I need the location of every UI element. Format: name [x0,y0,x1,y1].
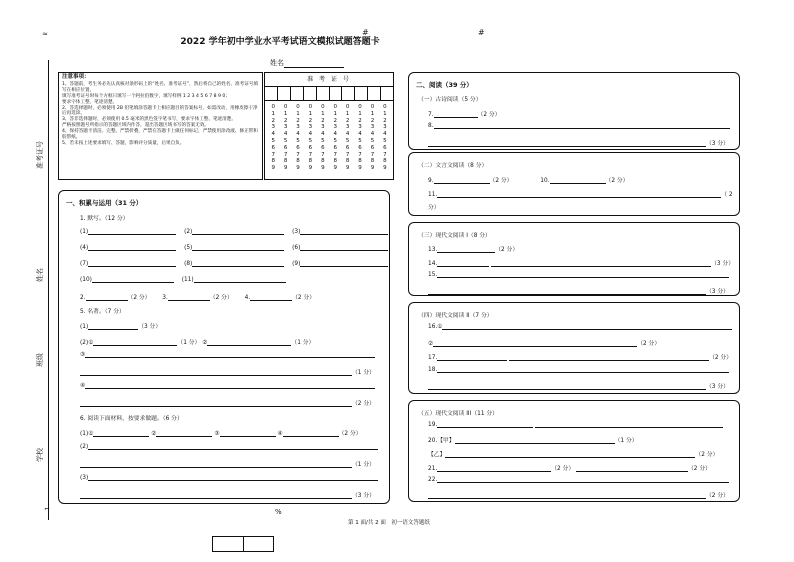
notice-line: 1、答题前，考生务必先认真核对条形码上的“姓名、准考证号”，然后将自己的姓名、准考证号填写在相应位置， [62,81,259,93]
name-field[interactable] [270,58,344,68]
notice-box [58,72,263,180]
footer-stub-box [212,536,274,552]
digit-bubble[interactable]: 6 [283,144,288,151]
digit-column[interactable] [267,104,279,172]
fill-row: (10) (11) [80,277,286,283]
q16-row: 16.① [428,324,732,330]
q6-3-row-b: （3 分） [80,490,375,499]
digit-bubble[interactable]: 0 [333,104,337,110]
digit-bubble[interactable]: 2 [321,117,325,124]
digit-bubble[interactable]: 9 [283,165,288,172]
q22-row-b: （2 分） [428,490,729,499]
digit-column[interactable] [366,104,378,172]
q5-2-row: (2)① （1 分） ② （1 分） [80,340,315,346]
digit-bubble[interactable]: 5 [271,137,275,144]
digit-bubble[interactable]: 8 [283,158,288,165]
digit-bubble[interactable]: 3 [296,124,300,131]
digit-bubble[interactable]: 7 [321,151,325,158]
digit-bubble[interactable]: 7 [308,151,313,158]
digit-bubble[interactable]: 9 [321,165,325,172]
digit-bubble[interactable]: 6 [271,144,275,151]
digit-bubble[interactable]: 8 [271,158,275,165]
q11-row: 11. （ 2 [428,192,733,198]
digit-column[interactable] [379,104,391,172]
q20-yi-row: 【乙】 （2 分） [428,452,719,458]
q21-row: 21. （2 分） （2 分） [428,466,711,472]
digit-bubble[interactable]: 9 [383,165,387,172]
digit-bubble[interactable]: 1 [283,110,288,117]
digit-bubble[interactable]: 5 [370,137,375,144]
side-label-school: 学校 [36,448,44,462]
name-underline[interactable] [284,61,344,68]
s2-heading: （二）文言文阅读（8 分） [418,163,488,169]
digit-bubble[interactable]: 1 [370,110,375,117]
page-title: 2022 学年初中学业水平考试语文模拟试题答题卡 [180,37,380,47]
s4-heading: （四）现代文阅读 II（7 分） [418,313,493,319]
digit-bubble[interactable]: 4 [321,131,325,138]
digit-bubble[interactable]: 3 [370,124,375,131]
digit-bubble[interactable]: 8 [358,158,362,165]
q11-row-b: 分） [428,205,440,211]
digit-bubble[interactable]: 7 [345,151,350,158]
digit-bubble[interactable]: 0 [345,104,350,110]
digit-bubble[interactable]: 9 [370,165,375,172]
digit-bubble[interactable]: 4 [283,131,288,138]
notice-heading: 注意事项： [62,74,90,80]
digit-column[interactable] [279,104,291,172]
digit-bubble[interactable]: 0 [296,104,300,110]
q17-row: 17. （2 分） [428,355,732,361]
digit-bubble[interactable]: 4 [383,131,387,138]
digit-bubble[interactable]: 5 [321,137,325,144]
digit-bubble[interactable]: 6 [308,144,313,151]
digit-bubble[interactable]: 8 [296,158,300,165]
digit-bubble[interactable]: 4 [358,131,362,138]
digit-bubble[interactable]: 9 [271,165,275,172]
q20-row: 20.【甲】 （1 分） [428,438,638,444]
hash-mark-right: # [478,28,485,37]
side-label-name: 姓名 [36,268,44,282]
digit-bubble[interactable]: 8 [333,158,337,165]
digit-bubble[interactable]: 7 [333,151,337,158]
digit-bubble[interactable]: 5 [358,137,362,144]
digit-bubble[interactable]: 2 [271,117,275,124]
q15-row-b: （3 分） [428,286,729,295]
digit-bubble[interactable]: 4 [370,131,375,138]
digit-bubble[interactable]: 5 [333,137,337,144]
part1-heading: 一、积累与运用（31 分） [66,199,143,207]
q5-4-row: ④ [80,383,375,389]
digit-column[interactable] [329,104,341,172]
digit-bubble[interactable]: 4 [271,131,275,138]
q6-label: 6. 阅读下面材料，按要求做题。（6 分） [80,416,183,422]
notice-line: 3、答非选择题时，必须使用 0.5 毫米的黑色签字笔书写，要求字体工整、笔迹清楚。 [62,117,236,123]
digit-bubble[interactable]: 7 [370,151,375,158]
digit-bubble[interactable]: 0 [321,104,325,110]
exam-number-heading: 准 考 证 号 [265,73,393,87]
digit-column[interactable] [317,104,329,172]
digit-bubble[interactable]: 9 [358,165,362,172]
q6-2-row-b: （1 分） [80,459,375,468]
q5-4-row-b: （2 分） [80,398,375,407]
digit-bubble[interactable]: 1 [308,110,313,117]
s3-heading: （三）现代文阅读 I（8 分） [418,233,491,239]
digit-bubble[interactable]: 9 [345,165,350,172]
digit-bubble[interactable]: 9 [308,165,313,172]
q6-2-row: (2) [80,444,378,450]
digit-bubble[interactable]: 5 [345,137,350,144]
binding-line [48,60,49,520]
q5-3-row-b: （1 分） [80,367,375,376]
q18-row-b: （3 分） [428,381,729,390]
percent-mark: % [275,508,282,516]
digit-bubble[interactable]: 7 [283,151,288,158]
notice-line: 要求字体工整，笔迹清楚。 [62,99,118,105]
digit-bubble[interactable]: 2 [370,117,375,124]
fill-row: (4) (5) (6) [80,245,388,251]
part2-heading: 二、阅读（39 分） [416,81,473,89]
digit-bubble[interactable]: 7 [296,151,300,158]
s5-heading: （五）现代文阅读 III（11 分） [418,411,498,417]
digit-bubble[interactable]: 1 [358,110,362,117]
digit-bubble[interactable]: 6 [383,144,387,151]
digit-bubble[interactable]: 4 [308,131,313,138]
digit-bubble[interactable]: 6 [333,144,337,151]
digit-bubble[interactable]: 5 [308,137,313,144]
q13-row: 13. （2 分） [428,247,519,253]
digit-bubble[interactable]: 1 [383,110,387,117]
q7-row: 7. （2 分） [428,112,501,118]
digit-bubble[interactable]: 3 [321,124,325,131]
digit-bubble[interactable]: 1 [271,110,275,117]
side-label-class: 班级 [36,353,44,367]
digit-bubble[interactable]: 3 [271,124,275,131]
digit-bubble[interactable]: 2 [345,117,350,124]
digit-bubble[interactable]: 6 [296,144,300,151]
notice-line: 严格按照题号所指示的答题区域内作答，超出答题区域书写的答案无效。 [62,123,210,129]
digit-column[interactable] [304,104,316,172]
digit-bubble[interactable]: 7 [358,151,362,158]
digit-bubble[interactable]: 6 [358,144,362,151]
q22-row: 22. [428,477,729,483]
digit-bubble[interactable]: 3 [283,124,288,131]
page-footer: 第 1 面/共 2 面 初一语文答题纸 [348,520,430,526]
digit-bubble[interactable]: 4 [345,131,350,138]
digit-bubble[interactable]: 6 [321,144,325,151]
s1-heading: （一）古诗阅读（5 分） [418,97,482,103]
q5-label: 5. 名著。（7 分） [80,309,125,315]
digit-bubble[interactable]: 0 [283,104,288,110]
q9-q10-row: 9. （2 分） 10. （2 分） [428,178,629,184]
notice-line: 2、答选择题时，必须使用 2B 铅笔填涂答题卡上相应题目的答案标号，如需改动，用橡皮擦干净后再选涂。 [62,105,258,117]
q15-row: 15. [428,272,729,278]
digit-bubble[interactable]: 5 [296,137,300,144]
notice-line: 5、若未按上述要求填写、答题，影响评分质量，后果自负。 [62,140,185,146]
digit-bubble[interactable]: 7 [271,151,275,158]
q8-row: 8. [428,123,730,129]
digit-bubble[interactable]: 9 [296,165,300,172]
notice-line: 4、保持答题卡清洁、完整。严禁折叠，严禁在答题卡上做任何标记，严禁使用涂改液、修正带和胶带纸。 [62,129,258,141]
digit-bubble[interactable]: 1 [333,110,337,117]
digit-bubble[interactable]: 4 [296,131,300,138]
q14-row: 14. （3 分） [428,261,734,267]
digit-bubble[interactable]: 0 [271,104,275,110]
digit-bubble[interactable]: 5 [283,137,288,144]
digit-bubble[interactable]: 4 [333,131,337,138]
digit-bubble[interactable]: 7 [383,151,387,158]
exam-number-grid[interactable] [264,72,394,180]
part1-panel [58,190,390,504]
digit-bubble[interactable]: 0 [358,104,362,110]
digit-bubble[interactable]: 8 [383,158,387,165]
digit-column[interactable] [341,104,353,172]
digit-bubble[interactable]: 1 [345,110,350,117]
digit-bubble[interactable]: 9 [333,165,337,172]
q5-1-row: (1) （3 分） [80,324,162,330]
digit-bubble[interactable]: 3 [383,124,387,131]
q8-row-b: （3 分） [428,138,729,147]
digit-bubble[interactable]: 2 [333,117,337,124]
digit-bubble[interactable]: 6 [370,144,375,151]
digit-bubble[interactable]: 5 [383,137,387,144]
digit-bubbles[interactable] [265,101,393,172]
hash-mark-left: # [362,28,369,37]
digit-bubble[interactable]: 2 [296,117,300,124]
digit-bubble[interactable]: 6 [345,144,350,151]
q18-row: 18. [428,367,729,373]
digit-bubble[interactable]: 3 [345,124,350,131]
left-bottom-mark: ⌐ [44,505,50,513]
q5-3-row: ③ [80,352,375,358]
notice-line: 填写准考证号时每个方框只填写一个阿拉伯数字，填写样例 1 2 3 4 5 6 7 8 9 0； [62,93,230,99]
q2-q4-row: 2. （2 分） 3. （2 分） 4. （2 分） [80,295,316,301]
digit-column[interactable] [354,104,366,172]
digit-bubble[interactable]: 8 [370,158,375,165]
q6-3-row: (3) [80,475,378,481]
digit-bubble[interactable]: 2 [383,117,387,124]
digit-bubble[interactable]: 0 [370,104,375,110]
corner-mark: ≈ [42,30,48,38]
digit-bubble[interactable]: 2 [308,117,313,124]
digit-bubble[interactable]: 0 [308,104,313,110]
digit-bubble[interactable]: 8 [321,158,325,165]
fill-row: (1) (2) (3) [80,229,388,235]
digit-column[interactable] [292,104,304,172]
fill-row: (7) (8) (9) [80,261,388,267]
q16-row-b: ② （2 分） [428,341,661,347]
digit-bubble[interactable]: 1 [321,110,325,117]
digit-bubble[interactable]: 3 [358,124,362,131]
digit-bubble[interactable]: 1 [296,110,300,117]
exam-number-boxes[interactable] [265,87,393,101]
digit-bubble[interactable]: 0 [383,104,387,110]
digit-bubble[interactable]: 8 [345,158,350,165]
digit-bubble[interactable]: 8 [308,158,313,165]
digit-bubble[interactable]: 2 [358,117,362,124]
q6-1-row: (1)① ② ③ ④ （2 分） [80,431,362,437]
digit-bubble[interactable]: 2 [283,117,288,124]
digit-bubble[interactable]: 3 [308,124,313,131]
q1-label: 1. 默写。（12 分） [80,216,129,222]
name-label: 姓名 [270,59,284,67]
q19-row: 19. [428,422,723,428]
side-label-exam-number: 准考证号 [36,141,44,169]
digit-bubble[interactable]: 3 [333,124,337,131]
